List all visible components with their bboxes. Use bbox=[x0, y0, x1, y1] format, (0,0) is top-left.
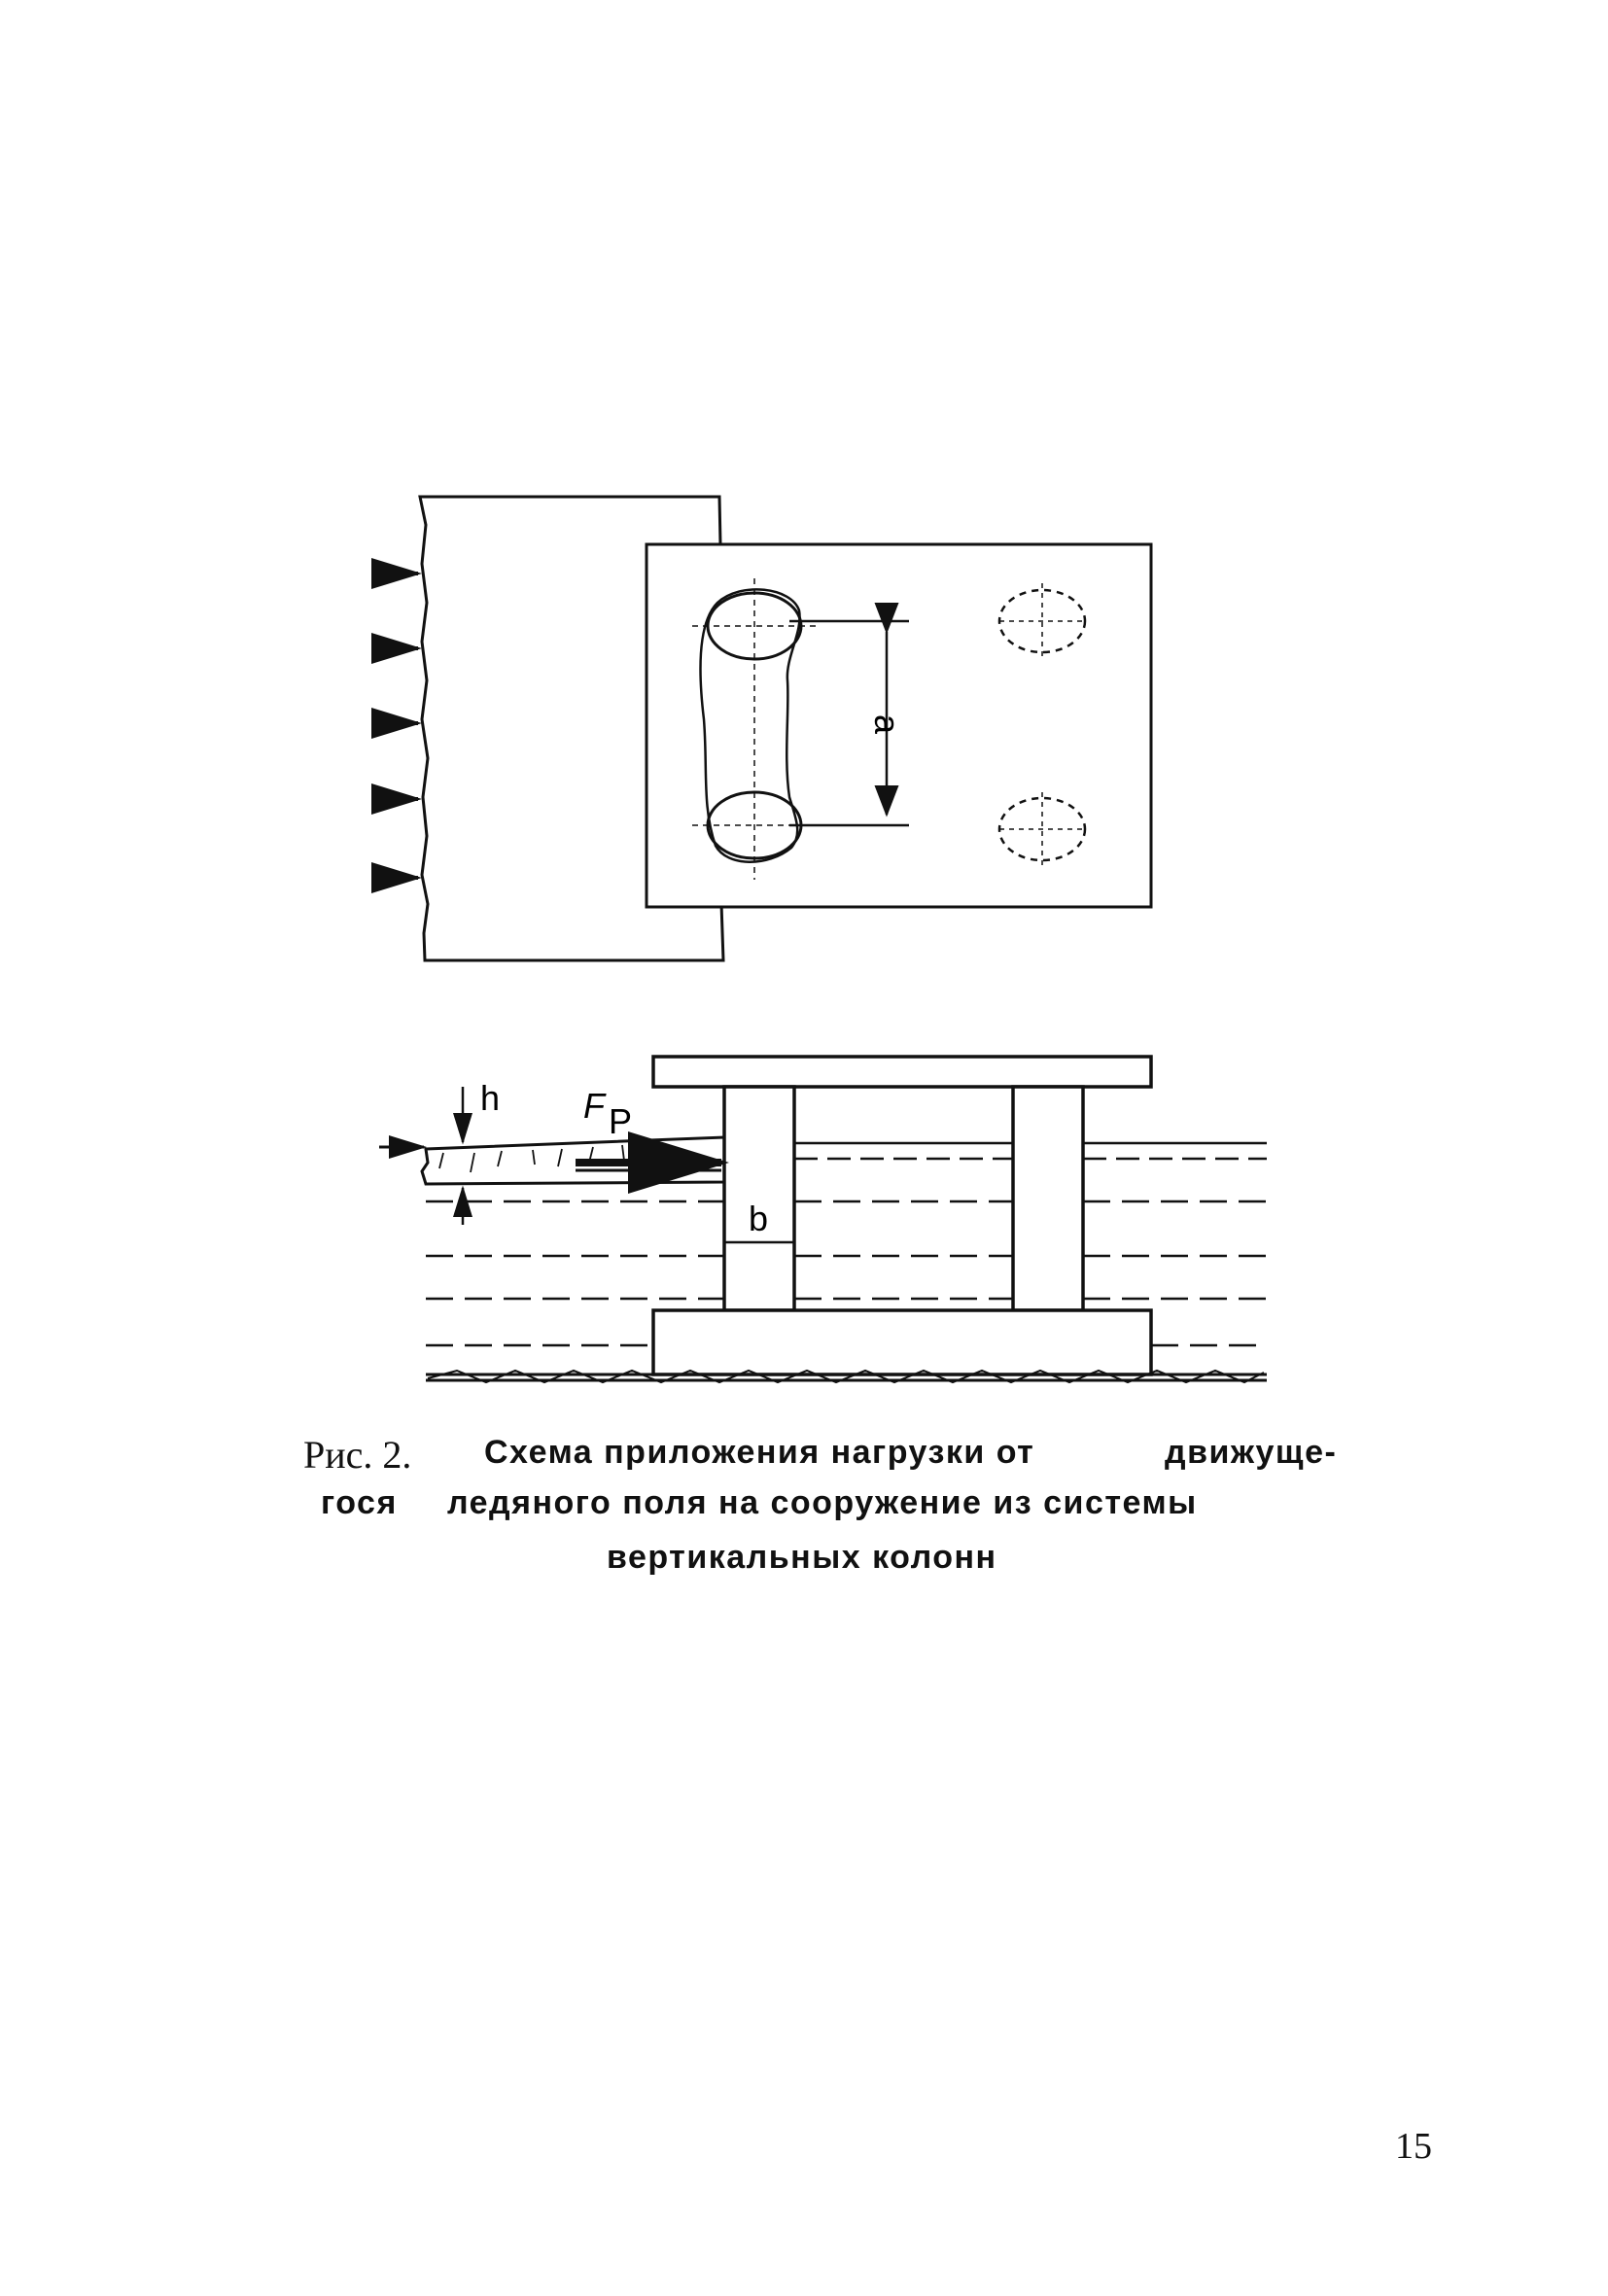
load-arrows-plan bbox=[371, 574, 418, 878]
column-right bbox=[1013, 1087, 1083, 1310]
foundation bbox=[653, 1310, 1151, 1374]
label-a: a bbox=[867, 713, 907, 735]
caption-line1-end: движуще- bbox=[1165, 1434, 1338, 1471]
page-number: 15 bbox=[1395, 2126, 1432, 2167]
caption-number: Рис. 2. bbox=[303, 1433, 412, 1477]
side-view bbox=[379, 1057, 1267, 1382]
caption-line2-start: гося bbox=[321, 1484, 398, 1521]
label-force: F bbox=[583, 1086, 605, 1126]
plan-view bbox=[371, 497, 1151, 960]
caption-line1: Схема приложения нагрузки от bbox=[484, 1434, 1035, 1471]
caption-line2: ледяного поля на сооружение из системы bbox=[447, 1484, 1198, 1521]
deck bbox=[653, 1057, 1151, 1087]
label-force-subscript: P bbox=[609, 1101, 633, 1141]
label-b: b bbox=[749, 1199, 769, 1238]
label-h: h bbox=[480, 1078, 501, 1118]
caption-line3: вертикальных колонн bbox=[607, 1539, 997, 1576]
